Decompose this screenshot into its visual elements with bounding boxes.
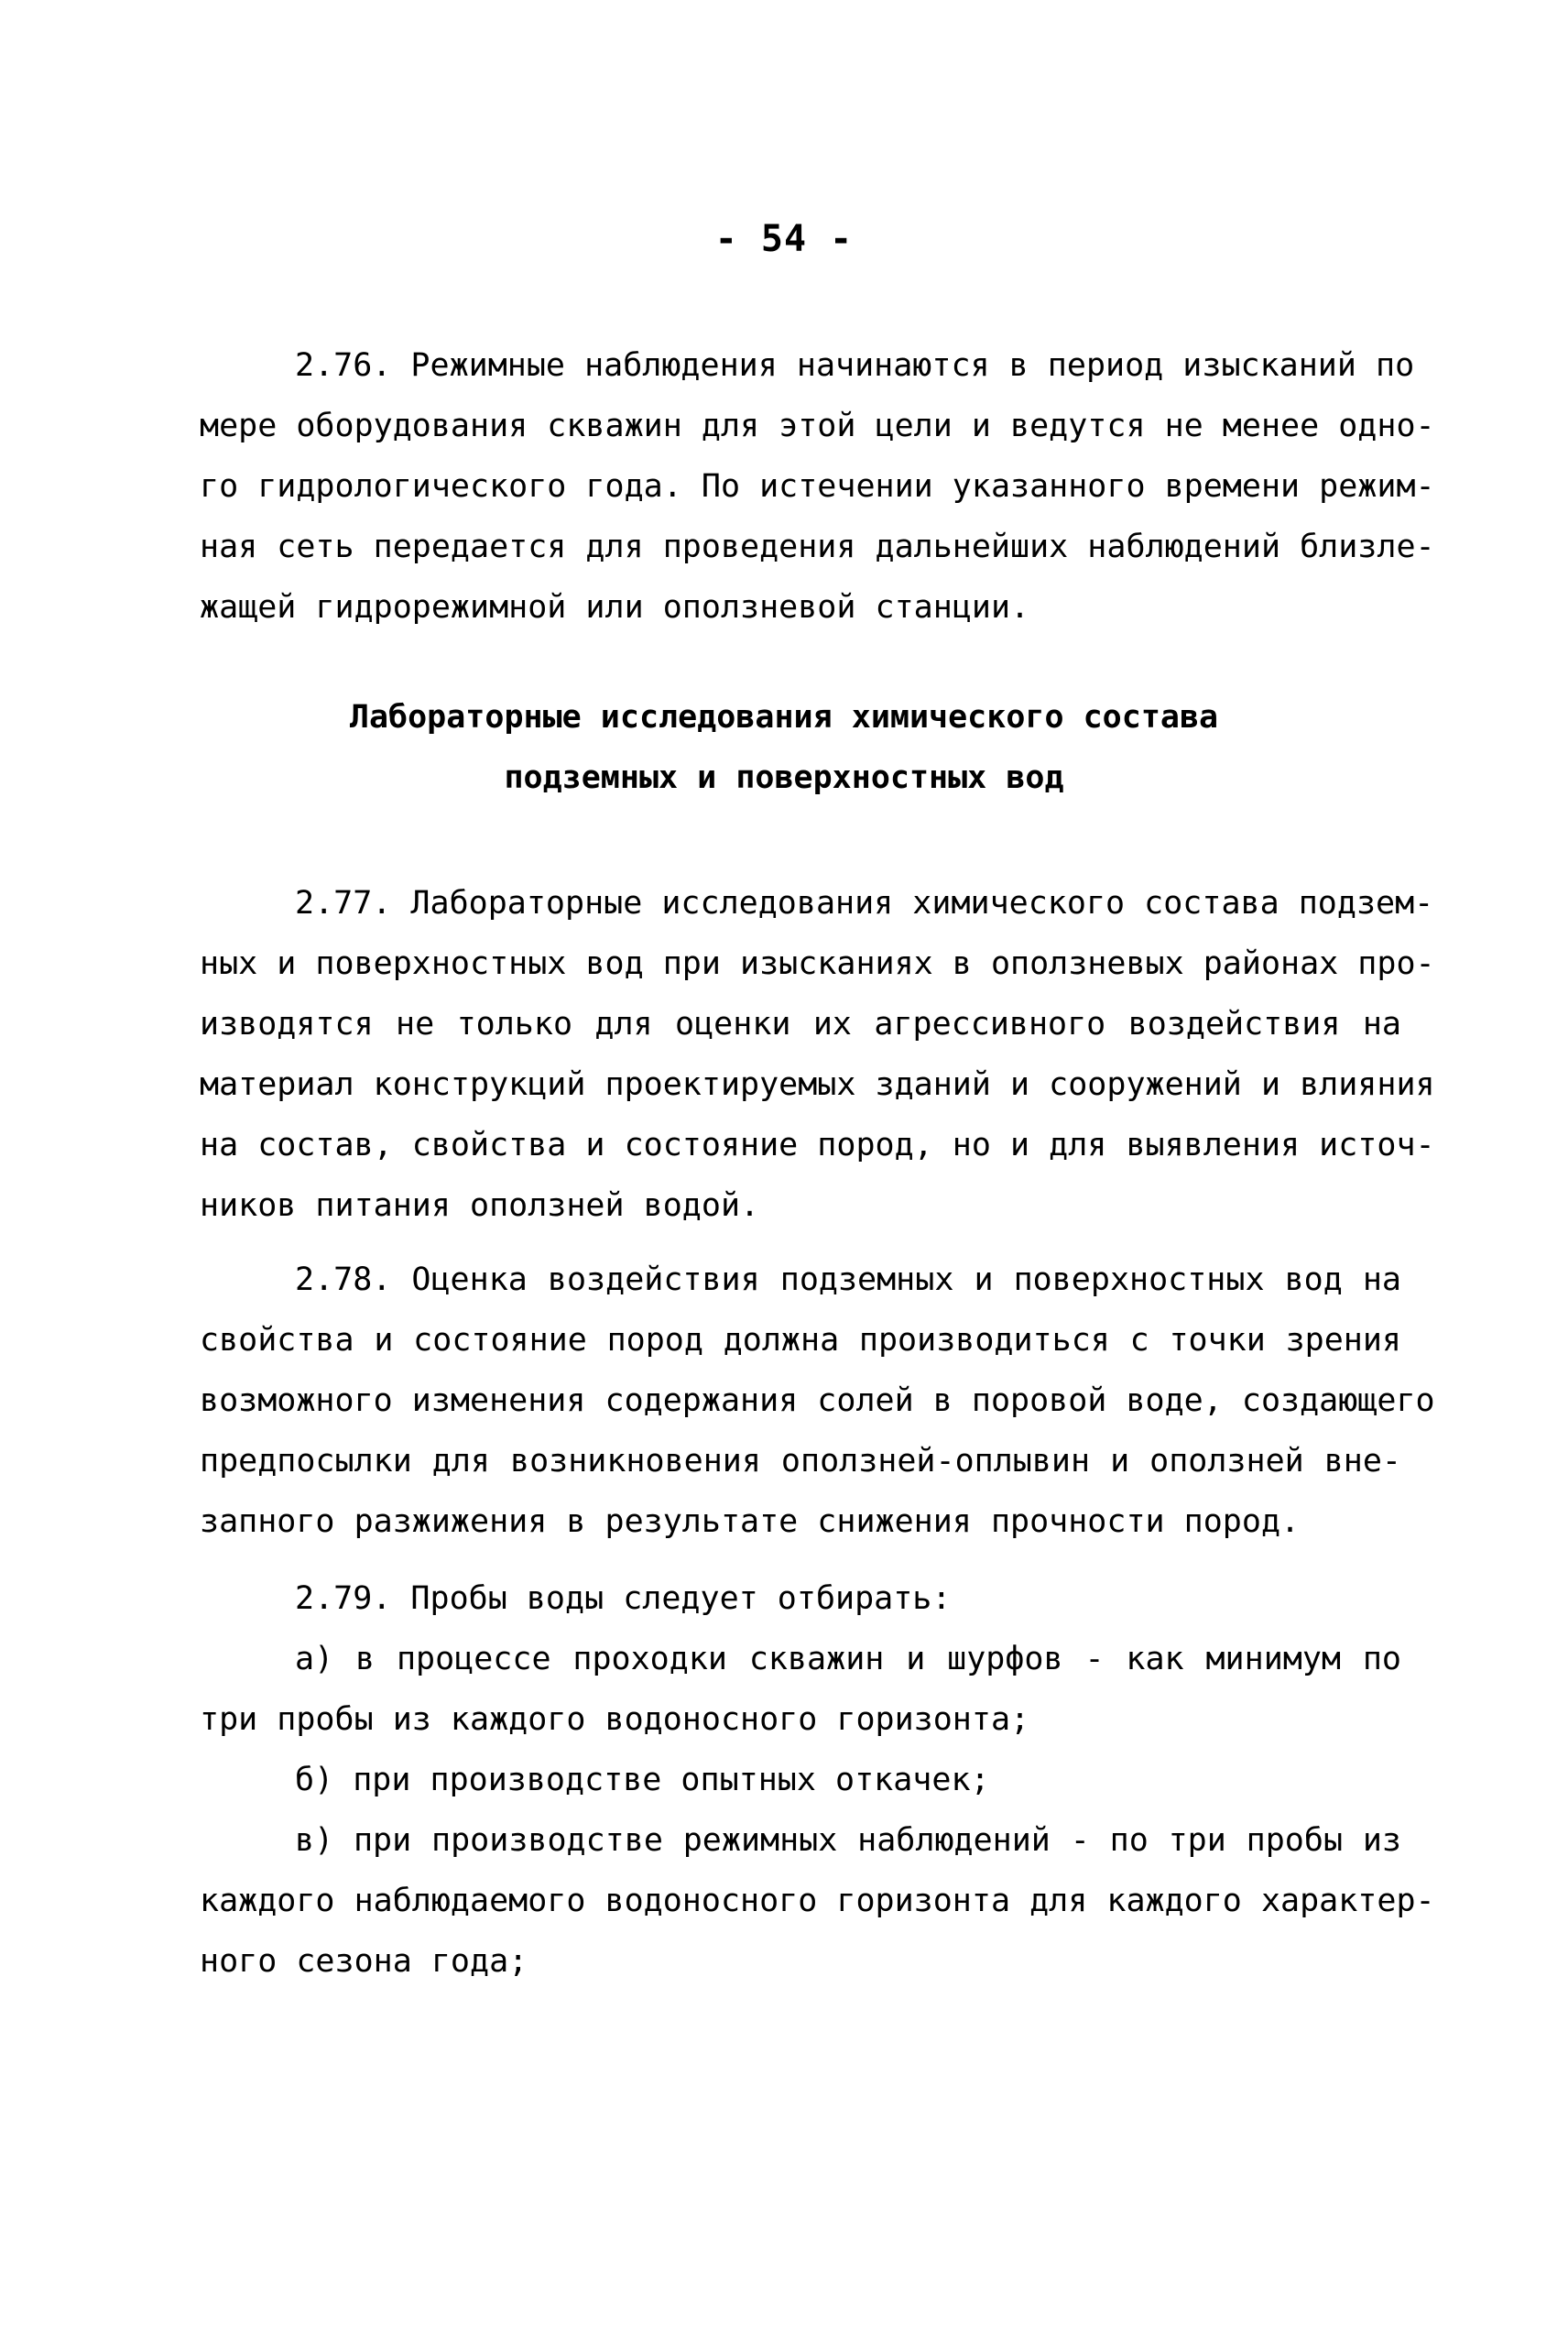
paragraph-line: 2.76. Режимные наблюдения начинаются в период изысканий по — [295, 347, 1415, 384]
paragraph-2-78 — [200, 1250, 1435, 1552]
paragraph-line: ных и поверхностных вод при изысканиях в оползневых районах про- — [200, 945, 1435, 982]
list-item-c-line: ного сезона года; — [200, 1943, 528, 1980]
list-item-a-line: три пробы из каждого водоносного горизонта; — [200, 1701, 1030, 1738]
paragraph-line: жащей гидрорежимной или оползневой станции. — [200, 589, 1030, 626]
paragraph-line: ников питания оползней водой. — [200, 1187, 760, 1224]
paragraph-line: предпосылки для возникновения оползней-оплывин и оползней вне- — [200, 1443, 1401, 1480]
list-item-b: б) при производстве опытных откачек; — [295, 1762, 990, 1798]
paragraph-line: мере оборудования скважин для этой цели и ведутся не менее одно- — [200, 408, 1435, 444]
paragraph-line: на состав, свойства и состояние пород, но и для выявления источ- — [200, 1127, 1435, 1163]
paragraph-line: 2.77. Лабораторные исследования химического состава подзем- — [295, 885, 1434, 922]
paragraph-line: 2.78. Оценка воздействия подземных и поверхностных вод на — [295, 1261, 1401, 1298]
paragraph-line: свойства и состояние пород должна производиться с точки зрения — [200, 1322, 1401, 1359]
paragraph-line: возможного изменения содержания солей в поровой воде, создающего — [200, 1382, 1435, 1419]
section-heading — [0, 687, 1568, 808]
page-number: - 54 - — [714, 218, 854, 260]
heading-line: подземных и поверхностных вод — [504, 759, 1064, 796]
paragraph-line: изводятся не только для оценки их агрессивного воздействия на — [200, 1006, 1401, 1043]
list-item-c-line: каждого наблюдаемого водоносного горизонта для каждого характер- — [200, 1883, 1435, 1919]
paragraph-2-77 — [200, 873, 1435, 1236]
list-item-a-line: а) в процессе проходки скважин и шурфов - как минимум по — [295, 1641, 1401, 1677]
list-item-c-line: в) при производстве режимных наблюдений - по три пробы из — [295, 1822, 1401, 1859]
paragraph-line: го гидрологического года. По истечении указанного времени режим- — [200, 468, 1435, 505]
paragraph-line: материал конструкций проектируемых зданий и сооружений и влияния — [200, 1066, 1435, 1103]
paragraph-line: ная сеть передается для проведения дальнейших наблюдений близле- — [200, 529, 1435, 565]
heading-line: Лабораторные исследования химического состава — [349, 699, 1219, 736]
paragraph-2-79 — [200, 1568, 1435, 1992]
paragraph-line: запного разжижения в результате снижения прочности пород. — [200, 1503, 1301, 1540]
paragraph-line: 2.79. Пробы воды следует отбирать: — [295, 1580, 952, 1617]
paragraph-2-76 — [200, 335, 1435, 638]
